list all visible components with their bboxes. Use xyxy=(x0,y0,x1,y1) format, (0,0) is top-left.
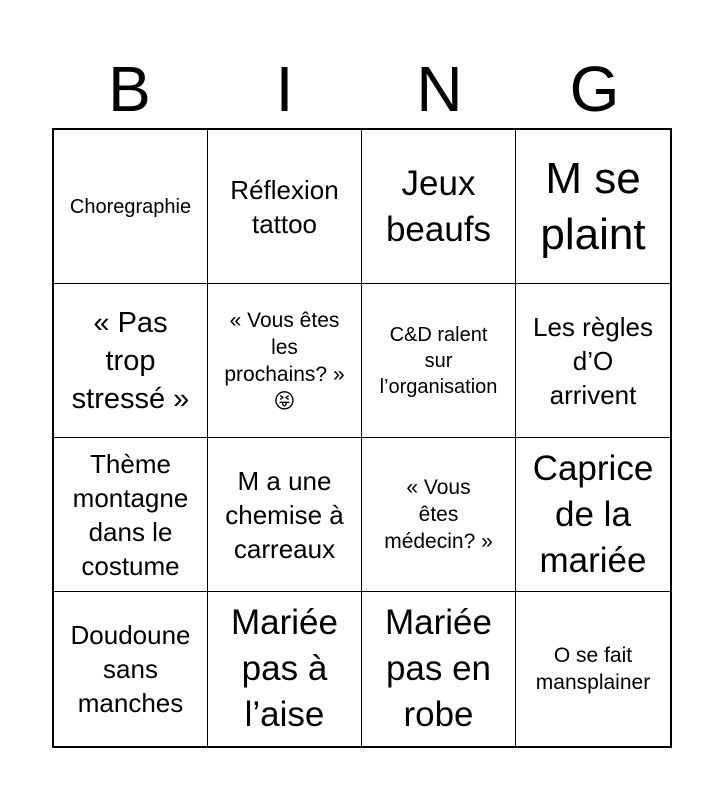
bingo-cell[interactable] xyxy=(54,592,208,746)
bingo-cell[interactable] xyxy=(362,130,516,284)
bingo-header xyxy=(52,50,672,128)
cell-text: Mariée pas en robe xyxy=(385,603,492,734)
cell-text: « Vous êtes les prochains? » 😝 xyxy=(224,308,345,413)
cell-text: O se fait mansplainer xyxy=(535,644,651,694)
bingo-cell[interactable] xyxy=(208,438,362,592)
bingo-cell[interactable] xyxy=(208,284,362,438)
bingo-cell[interactable] xyxy=(362,438,516,592)
bingo-cell[interactable] xyxy=(208,130,362,284)
cell-text: Caprice de la mariée xyxy=(532,448,654,580)
bingo-cell[interactable] xyxy=(362,592,516,746)
cell-text: M a une chemise à carreaux xyxy=(225,465,344,564)
header-letter-n: N xyxy=(416,53,463,125)
bingo-grid xyxy=(52,128,672,748)
cell-text: « Vous êtes médecin? » xyxy=(384,476,493,553)
bingo-cell[interactable] xyxy=(362,284,516,438)
cell-text: M se plaint xyxy=(540,153,646,259)
bingo-cell[interactable] xyxy=(54,130,208,284)
header-letter-b: B xyxy=(108,53,151,125)
cell-text: Thème montagne dans le costume xyxy=(72,448,189,581)
cell-text: Doudoune sans manches xyxy=(70,620,191,718)
header-letter-i: I xyxy=(275,53,294,125)
cell-text: Réflexion tattoo xyxy=(230,174,339,239)
header-letter-g: G xyxy=(569,53,620,125)
cell-text: Jeux beaufs xyxy=(385,163,492,249)
cell-text: Mariée pas à l’aise xyxy=(231,603,338,734)
bingo-cell[interactable] xyxy=(516,438,670,592)
bingo-cell[interactable] xyxy=(516,284,670,438)
cell-text: C&D ralent sur l’organisation xyxy=(379,323,498,398)
cell-text: « Pas trop stressé » xyxy=(71,306,190,415)
bingo-cell[interactable] xyxy=(54,284,208,438)
bingo-cell[interactable] xyxy=(208,592,362,746)
bingo-cell[interactable] xyxy=(54,438,208,592)
bingo-cell[interactable] xyxy=(516,130,670,284)
cell-text: Choregraphie xyxy=(69,195,192,218)
cell-text: Les règles d’O arrivent xyxy=(533,311,653,410)
bingo-cell[interactable] xyxy=(516,592,670,746)
